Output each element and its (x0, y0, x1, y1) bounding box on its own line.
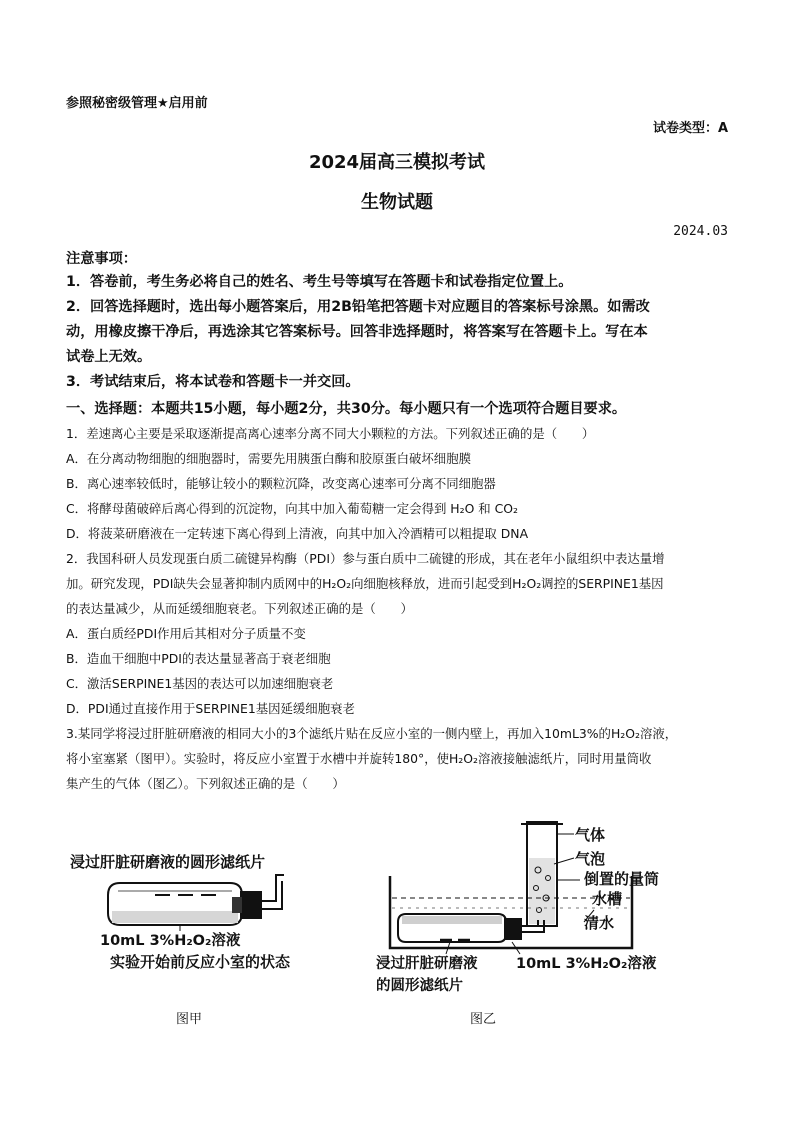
label-cylinder: 倒置的量筒 (584, 870, 660, 888)
option-a: A．在分离动物细胞的细胞器时，需要先用胰蛋白酶和胶原蛋白破坏细胞膜 (66, 451, 471, 466)
label-water: 清水 (584, 914, 615, 932)
figure-b-caption: 图乙 (470, 1012, 497, 1027)
question-stem-line: 的表达量减少，从而延缓细胞衰老。下列叙述正确的是（ ） (66, 601, 413, 616)
h2o2-solution (402, 916, 502, 924)
figure-b-diagram (370, 818, 740, 1000)
subject-title: 生物试题 (361, 192, 433, 213)
notes-item: 2．回答选择题时，选出每小题答案后，用2B铅笔把答题卡对应题目的答案标号涂黑。如需改 (66, 299, 650, 315)
notes-item: 3．考试结束后，将本试卷和答题卡一并交回。 (66, 374, 360, 390)
notes-list (66, 270, 650, 395)
figure-a-label-state: 实验开始前反应小室的状态 (110, 953, 291, 971)
label-paper-line-1: 浸过肝脏研磨液 (376, 956, 478, 972)
label-gas: 气体 (575, 826, 606, 844)
figure-a-caption: 图甲 (176, 1012, 203, 1027)
option-d: D．PDI通过直接作用于SERPINE1基因延缓细胞衰老 (66, 701, 355, 716)
rubber-stopper (504, 918, 522, 940)
paper-type: 试卷类型：A (652, 121, 728, 136)
notes-item: 试卷上无效。 (66, 349, 152, 365)
figure-a-label-paper: 浸过肝脏研磨液的圆形滤纸片 (70, 853, 266, 871)
option-c: C．将酵母菌破碎后离心得到的沉淀物，向其中加入葡萄糖一定会得到 H₂O 和 CO₂ (66, 501, 518, 516)
notes-item: 动，用橡皮擦干净后，再选涂其它答案标号。回答非选择题时，将答案写在答题卡上。写在本 (66, 324, 648, 340)
question-1 (66, 421, 594, 546)
label-tank: 水槽 (592, 890, 623, 908)
label-paper-line-2: 的圆形滤纸片 (376, 978, 463, 994)
section-heading: 一、选择题：本题共15小题，每小题2分，共30分。每小题只有一个选项符合题目要求。 (66, 401, 627, 417)
figure-a-label-solution: 10mL 3%H₂O₂溶液 (100, 933, 241, 949)
label-solution: 10mL 3%H₂O₂溶液 (516, 956, 657, 972)
option-a: A．蛋白质经PDI作用后其相对分子质量不变 (66, 626, 306, 641)
question-stem-line: 加。研究发现，PDI缺失会显著抑制内质网中的H₂O₂向细胞核释放，进而引起受到H₂O₂调控的SERPINE1基因 (66, 576, 664, 591)
question-stem-line: 集产生的气体（图乙）。下列叙述正确的是（ ） (66, 776, 345, 791)
option-c: C．激活SERPINE1基因的表达可以加速细胞衰老 (66, 676, 334, 691)
exam-title: 2024届高三模拟考试 (308, 152, 486, 173)
option-d: D．将菠菜研磨液在一定转速下离心得到上清液，向其中加入冷酒精可以粗提取 DNA (66, 526, 529, 541)
exam-date: 2024.03 (673, 224, 728, 239)
option-b: B．离心速率较低时，能够让较小的颗粒沉降，改变离心速率可分离不同细胞器 (66, 476, 496, 491)
question-stem-line: 2．我国科研人员发现蛋白质二硫键异构酶（PDI）参与蛋白质中二硫键的形成，其在老年小鼠组织中表达量增 (66, 551, 665, 566)
question-stem: 1．差速离心主要是采取逐渐提高离心速率分离不同大小颗粒的方法。下列叙述正确的是（ ） (66, 426, 595, 441)
notes-item: 1．答卷前，考生务必将自己的姓名、考生号等填写在答题卡和试卷指定位置上。 (66, 274, 573, 290)
h2o2-solution (112, 911, 238, 923)
figure-a-diagram (60, 845, 350, 995)
confidential-label: 参照秘密级管理★启用前 (66, 96, 208, 111)
question-3 (66, 721, 677, 796)
notes-heading: 注意事项： (66, 251, 137, 267)
question-stem-line: 3.某同学将浸过肝脏研磨液的相同大小的3个滤纸片贴在反应小室的一侧内壁上，再加入10mL3%的H₂O₂溶液， (66, 726, 678, 741)
outlet-tube (262, 875, 284, 901)
question-2 (66, 546, 665, 721)
option-b: B．造血干细胞中PDI的表达量显著高于衰老细胞 (66, 651, 331, 666)
rubber-stopper (240, 891, 262, 919)
label-bubble: 气泡 (575, 850, 606, 868)
question-stem-line: 将小室塞紧（图甲）。实验时，将反应小室置于水槽中并旋转180°，使H₂O₂溶液接触滤纸片，同时用量筒收 (66, 751, 652, 766)
